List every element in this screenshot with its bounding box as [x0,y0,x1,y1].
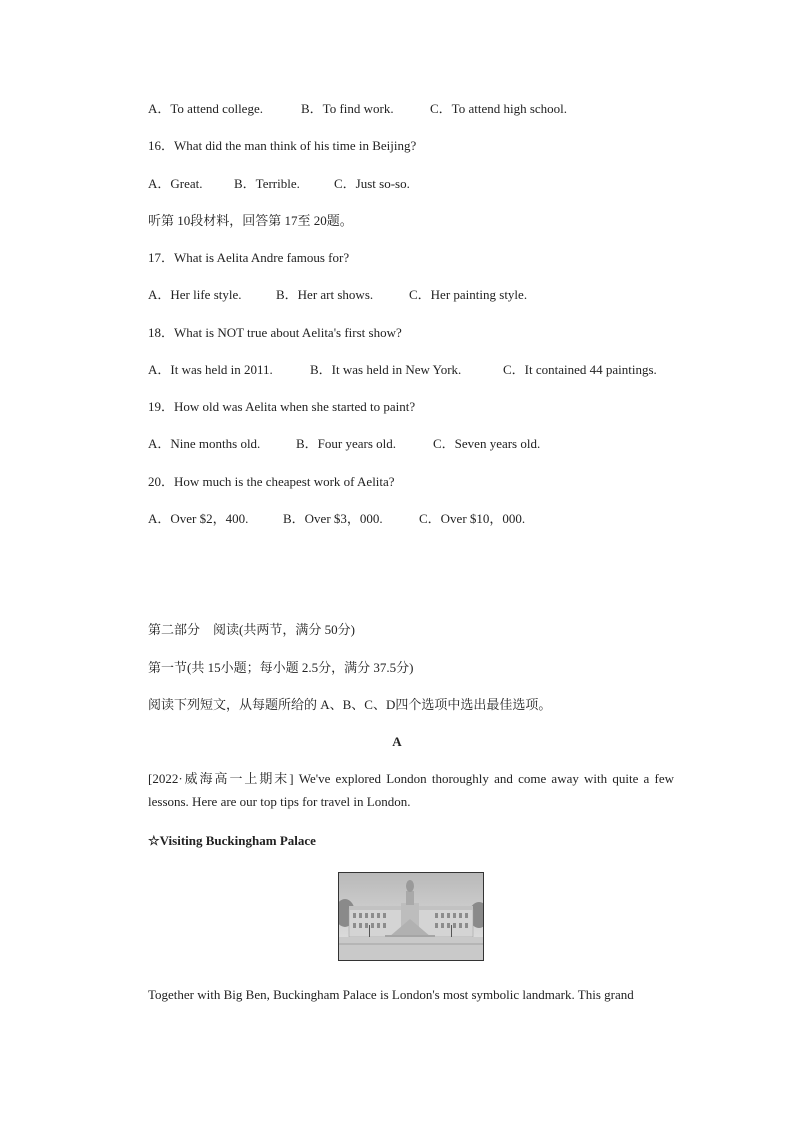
passage-intro: [2022·威海高一上期末] We've explored London thoroughly and come away with quite a few lessons. Here are our top tips for travel in London. [148,771,674,809]
q17-option-a: A．Her life style. [148,287,242,302]
q16-options [148,176,410,192]
q20-stem: 20．How much is the cheapest work of Aelita? [148,474,395,489]
q18-stem: 18．What is NOT true about Aelita's first show? [148,325,402,340]
q15-options [148,101,567,117]
q19-options [148,436,540,452]
q18-option-b: B．It was held in New York. [310,362,462,377]
passage-label: A [392,734,402,749]
q17-option-b: B．Her art shows. [276,287,374,302]
q20-option-b: B．Over $3，000. [283,511,383,526]
q15-option-a: A．To attend college. [148,101,263,116]
q17-option-c: C．Her painting style. [409,287,528,302]
reading-instruction: 阅读下列短文，从每题所给的 A、B、C、D四个选项中选出最佳选项。 [148,697,552,712]
q16-option-a: A．Great. [148,176,203,191]
q19-option-a: A．Nine months old. [148,436,261,451]
material-10-instruction: 听第 10段材料，回答第 17至 20题。 [148,213,353,228]
q15-option-b: B．To find work. [301,101,394,116]
q18-option-c: C．It contained 44 paintings. [503,362,657,377]
buckingham-palace-photo [338,872,484,961]
q18-option-a: A．It was held in 2011. [148,362,273,377]
q20-option-c: C．Over $10，000. [419,511,526,526]
q19-option-b: B．Four years old. [296,436,397,451]
q16-option-c: C．Just so-so. [334,176,410,191]
q20-options [148,511,525,527]
q16-option-b: B．Terrible. [234,176,300,191]
part2-title: 第二部分 阅读(共两节，满分 50分) [148,622,355,637]
q19-option-c: C．Seven years old. [433,436,541,451]
section-heading: ☆Visiting Buckingham Palace [148,833,316,848]
q16-stem: 16．What did the man think of his time in Beijing? [148,138,417,153]
q17-options [148,287,527,303]
q18-options [148,362,657,378]
q19-stem: 19．How old was Aelita when she started to paint? [148,399,416,414]
q15-option-c: C．To attend high school. [430,101,568,116]
q20-option-a: A．Over $2，400. [148,511,249,526]
section1-title: 第一节(共 15小题；每小题 2.5分，满分 37.5分) [148,660,414,675]
passage-body: Together with Big Ben, Buckingham Palace is London's most symbolic landmark. This grand [148,987,634,1002]
q17-stem: 17．What is Aelita Andre famous for? [148,250,350,265]
